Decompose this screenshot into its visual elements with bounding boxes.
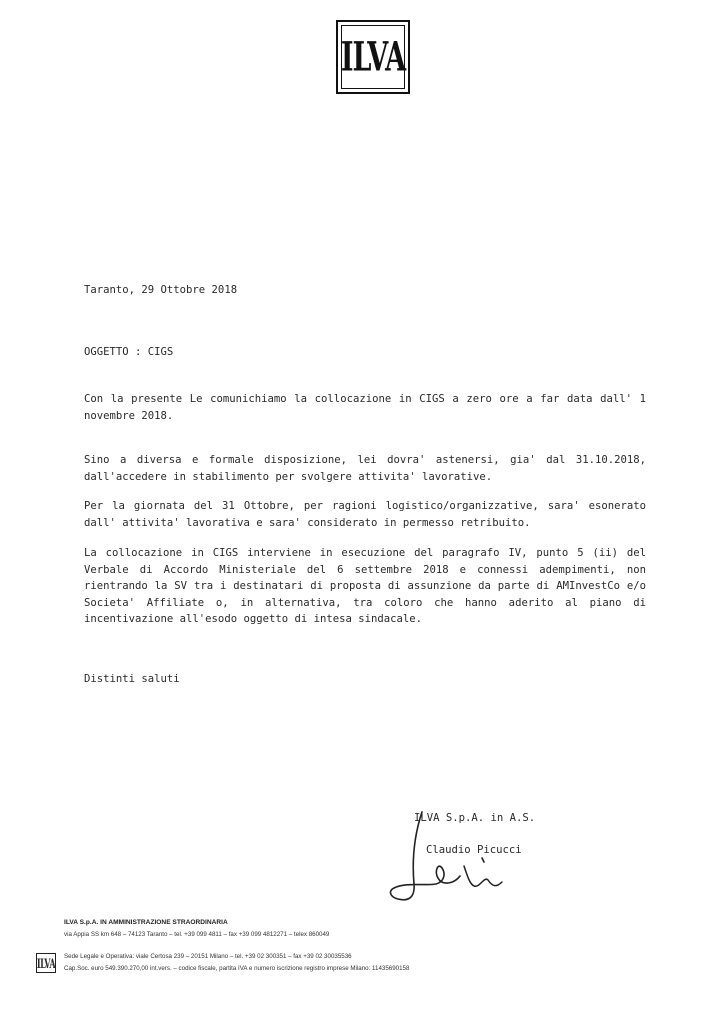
handwritten-signature bbox=[384, 806, 524, 906]
paragraph-2: Sino a diversa e formale disposizione, lei dovra' astenersi, gia' dal 31.10.2018, dall'accedere in stabilimento per svolgere attivita' lavorative. bbox=[84, 454, 646, 483]
paragraph-4: La collocazione in CIGS interviene in esecuzione del paragrafo IV, punto 5 (ii) del Verbale di Accordo Ministeriale del 6 settembre 2018 e connessi adempimenti, non rientrando la SV tra i destinatari di proposta di assunzione da parte di AMInvestCo e/o Societa' Affiliate o, in alternativa, tra coloro che hanno aderito al piano di incentivazione all'esodo oggetto di intesa sindacale. bbox=[84, 547, 646, 625]
footer-capital-info: Cap.Soc. euro 549.390.270,00 int.vers. – codice fiscale, partita IVA e numero iscrizione registro imprese Milano: 11435690158 bbox=[64, 965, 410, 972]
ilva-logo bbox=[336, 20, 410, 94]
footer-ilva-logo bbox=[36, 953, 56, 973]
footer-company-name: ILVA S.p.A. IN AMMINISTRAZIONE STRAORDINARIA bbox=[64, 919, 228, 926]
footer-registered-office: Sede Legale e Operativa: viale Certosa 239 – 20151 Milano – tel. +39 02 300351 – fax +39 02 30035536 bbox=[64, 953, 352, 960]
date-line: Taranto, 29 Ottobre 2018 bbox=[84, 284, 238, 296]
footer-address: via Appia SS km 648 – 74123 Taranto – tel. +39 099 4811 – fax +39 099 4812271 – telex 860049 bbox=[64, 931, 330, 938]
signatory-company: ILVA S.p.A. in A.S. bbox=[414, 812, 536, 824]
signatory-name: Claudio Picucci bbox=[426, 844, 522, 856]
subject-line: OGGETTO : CIGS bbox=[84, 346, 174, 358]
paragraph-3: Per la giornata del 31 Ottobre, per ragioni logistico/organizzative, sara' esonerato dall' attivita' lavorativa e sara' considerato in permesso retribuito. bbox=[84, 500, 646, 529]
ilva-logo-text: ILVA bbox=[340, 33, 406, 81]
closing-salutation: Distinti saluti bbox=[84, 673, 180, 685]
paragraph-1: Con la presente Le comunichiamo la collocazione in CIGS a zero ore a far data dall' 1 novembre 2018. bbox=[84, 393, 646, 422]
ilva-logo-frame bbox=[341, 25, 405, 89]
footer-logo-text: ILVA bbox=[36, 955, 56, 971]
